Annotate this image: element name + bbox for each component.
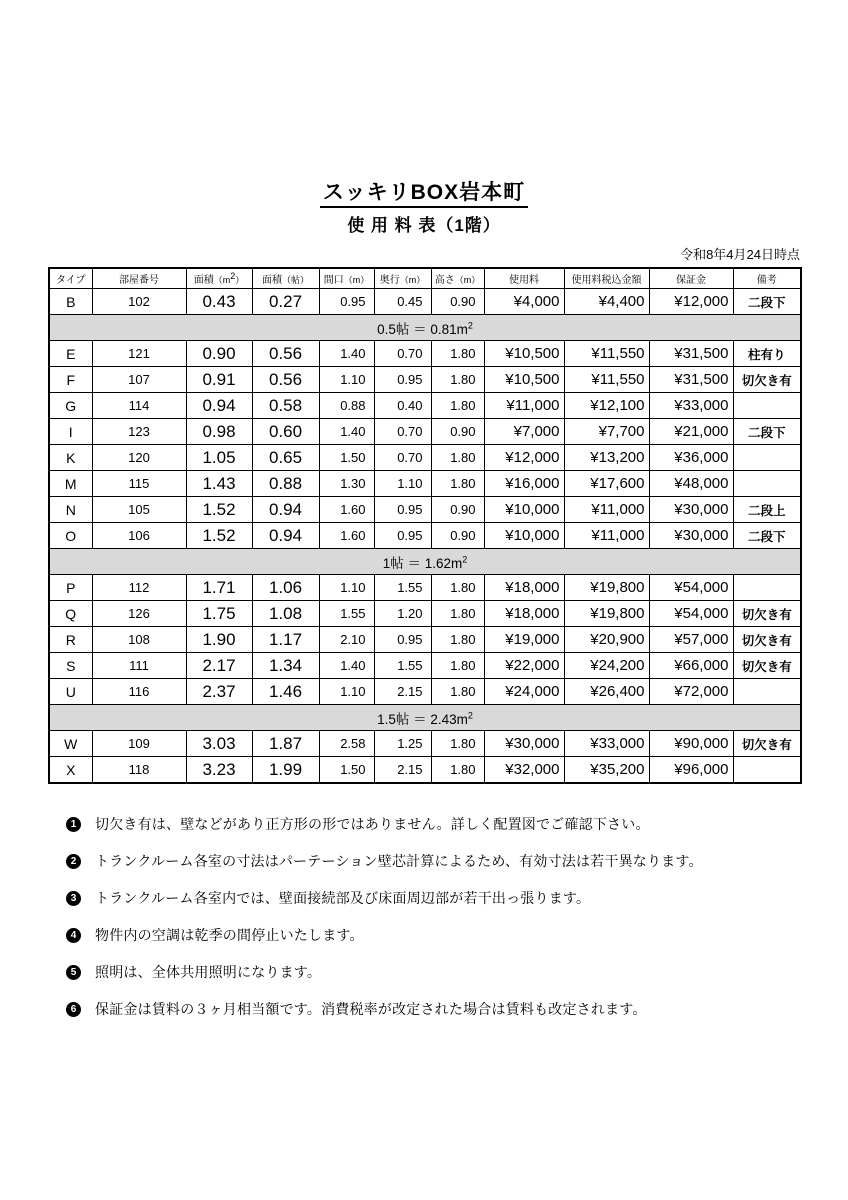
cell-depth_m: 1.20	[374, 601, 431, 627]
table-row	[49, 757, 801, 784]
cell-width_m: 1.50	[319, 445, 374, 471]
cell-type: P	[49, 575, 92, 601]
cell-width_m: 0.88	[319, 393, 374, 419]
cell-width_m: 1.30	[319, 471, 374, 497]
cell-type: R	[49, 627, 92, 653]
cell-deposit: ¥72,000	[649, 679, 733, 705]
cell-deposit: ¥54,000	[649, 575, 733, 601]
footnote	[66, 888, 806, 908]
cell-depth_m: 0.95	[374, 497, 431, 523]
cell-height_m: 1.80	[431, 679, 484, 705]
page-title-text: スッキリBOX岩本町	[320, 181, 528, 208]
cell-fee_tax: ¥17,600	[564, 471, 649, 497]
cell-depth_m: 0.95	[374, 627, 431, 653]
cell-width_m: 0.95	[319, 289, 374, 315]
cell-height_m: 1.80	[431, 731, 484, 757]
cell-width_m: 2.58	[319, 731, 374, 757]
cell-note: 切欠き有	[733, 653, 801, 679]
table-row	[49, 653, 801, 679]
cell-height_m: 0.90	[431, 497, 484, 523]
cell-note	[733, 445, 801, 471]
cell-room: 126	[92, 601, 186, 627]
table-row	[49, 523, 801, 549]
cell-fee_tax: ¥11,550	[564, 367, 649, 393]
page-subtitle: 使 用 料 表（1階）	[347, 216, 501, 235]
cell-height_m: 1.80	[431, 757, 484, 784]
cell-room: 118	[92, 757, 186, 784]
cell-note	[733, 757, 801, 784]
cell-room: 114	[92, 393, 186, 419]
table-row	[49, 341, 801, 367]
cell-type: F	[49, 367, 92, 393]
cell-depth_m: 2.15	[374, 757, 431, 784]
cell-note: 二段下	[733, 419, 801, 445]
cell-fee: ¥7,000	[484, 419, 564, 445]
cell-area_m2: 1.43	[186, 471, 252, 497]
cell-area_m2: 1.05	[186, 445, 252, 471]
footnote-text: 照明は、全体共用照明になります。	[95, 964, 322, 980]
cell-note: 切欠き有	[733, 731, 801, 757]
cell-note: 切欠き有	[733, 627, 801, 653]
cell-area_jo: 1.06	[252, 575, 319, 601]
cell-deposit: ¥12,000	[649, 289, 733, 315]
cell-area_m2: 1.52	[186, 497, 252, 523]
cell-note	[733, 471, 801, 497]
cell-deposit: ¥90,000	[649, 731, 733, 757]
cell-note: 二段下	[733, 289, 801, 315]
cell-area_jo: 1.46	[252, 679, 319, 705]
cell-type: E	[49, 341, 92, 367]
footnotes	[66, 814, 806, 1036]
cell-depth_m: 0.70	[374, 341, 431, 367]
cell-height_m: 1.80	[431, 601, 484, 627]
header-row	[49, 268, 801, 289]
cell-deposit: ¥66,000	[649, 653, 733, 679]
footnote	[66, 962, 806, 982]
column-header-note: 備考	[733, 268, 801, 289]
column-header-deposit: 保証金	[649, 268, 733, 289]
cell-fee_tax: ¥19,800	[564, 601, 649, 627]
cell-height_m: 1.80	[431, 575, 484, 601]
table-body	[49, 289, 801, 784]
cell-depth_m: 0.70	[374, 445, 431, 471]
cell-fee_tax: ¥13,200	[564, 445, 649, 471]
cell-deposit: ¥30,000	[649, 523, 733, 549]
cell-type: K	[49, 445, 92, 471]
table-row	[49, 679, 801, 705]
cell-fee: ¥24,000	[484, 679, 564, 705]
cell-fee_tax: ¥4,400	[564, 289, 649, 315]
cell-area_m2: 3.03	[186, 731, 252, 757]
footnote-text: トランクルーム各室内では、壁面接続部及び床面周辺部が若干出っ張ります。	[95, 890, 591, 906]
cell-room: 105	[92, 497, 186, 523]
cell-deposit: ¥48,000	[649, 471, 733, 497]
cell-area_m2: 0.90	[186, 341, 252, 367]
cell-fee_tax: ¥11,000	[564, 497, 649, 523]
cell-width_m: 1.10	[319, 679, 374, 705]
cell-type: U	[49, 679, 92, 705]
cell-width_m: 2.10	[319, 627, 374, 653]
cell-room: 112	[92, 575, 186, 601]
table-row	[49, 289, 801, 315]
cell-height_m: 0.90	[431, 289, 484, 315]
cell-note	[733, 679, 801, 705]
footnote	[66, 851, 806, 871]
cell-width_m: 1.60	[319, 497, 374, 523]
cell-room: 102	[92, 289, 186, 315]
cell-area_m2: 0.98	[186, 419, 252, 445]
table-row	[49, 367, 801, 393]
cell-width_m: 1.40	[319, 653, 374, 679]
cell-fee_tax: ¥24,200	[564, 653, 649, 679]
table-row	[49, 627, 801, 653]
cell-depth_m: 2.15	[374, 679, 431, 705]
cell-note	[733, 575, 801, 601]
cell-width_m: 1.55	[319, 601, 374, 627]
column-header-room: 部屋番号	[92, 268, 186, 289]
cell-fee: ¥18,000	[484, 575, 564, 601]
cell-type: I	[49, 419, 92, 445]
footnote-text: トランクルーム各室の寸法はパーテーション壁芯計算によるため、有効寸法は若干異なります。	[95, 853, 703, 869]
cell-deposit: ¥31,500	[649, 367, 733, 393]
cell-area_m2: 0.91	[186, 367, 252, 393]
cell-fee: ¥4,000	[484, 289, 564, 315]
column-header-width_m: 間口（m）	[319, 268, 374, 289]
cell-fee_tax: ¥11,000	[564, 523, 649, 549]
cell-area_jo: 0.56	[252, 367, 319, 393]
cell-area_m2: 1.90	[186, 627, 252, 653]
cell-depth_m: 0.95	[374, 367, 431, 393]
cell-fee_tax: ¥11,550	[564, 341, 649, 367]
section-row	[49, 705, 801, 731]
footnote-number-icon: 1	[66, 817, 81, 832]
cell-note: 柱有り	[733, 341, 801, 367]
cell-height_m: 1.80	[431, 393, 484, 419]
table-row	[49, 601, 801, 627]
table-row	[49, 471, 801, 497]
cell-width_m: 1.40	[319, 419, 374, 445]
cell-type: Q	[49, 601, 92, 627]
cell-height_m: 0.90	[431, 523, 484, 549]
column-header-area_jo: 面積（帖）	[252, 268, 319, 289]
cell-height_m: 1.80	[431, 341, 484, 367]
cell-fee: ¥22,000	[484, 653, 564, 679]
cell-fee_tax: ¥33,000	[564, 731, 649, 757]
cell-note: 二段上	[733, 497, 801, 523]
cell-note	[733, 393, 801, 419]
section-row	[49, 549, 801, 575]
cell-area_jo: 0.56	[252, 341, 319, 367]
cell-fee: ¥18,000	[484, 601, 564, 627]
footnote-text: 保証金は賃料の３ヶ月相当額です。消費税率が改定された場合は賃料も改定されます。	[95, 1001, 647, 1017]
column-header-height_m: 高さ（m）	[431, 268, 484, 289]
cell-area_jo: 1.34	[252, 653, 319, 679]
cell-area_jo: 0.94	[252, 523, 319, 549]
cell-type: G	[49, 393, 92, 419]
section-label: 1.5帖 ＝ $2.43m^2$	[49, 705, 801, 731]
section-label: 1帖 ＝ $1.62m^2$	[49, 549, 801, 575]
cell-deposit: ¥96,000	[649, 757, 733, 784]
cell-fee_tax: ¥19,800	[564, 575, 649, 601]
cell-depth_m: 1.55	[374, 575, 431, 601]
cell-area_jo: 0.60	[252, 419, 319, 445]
cell-fee: ¥10,000	[484, 523, 564, 549]
cell-depth_m: 0.70	[374, 419, 431, 445]
page-title	[0, 176, 848, 206]
cell-fee: ¥10,500	[484, 341, 564, 367]
footnote-number-icon: 4	[66, 928, 81, 943]
cell-deposit: ¥30,000	[649, 497, 733, 523]
cell-height_m: 1.80	[431, 367, 484, 393]
table-row	[49, 575, 801, 601]
cell-height_m: 1.80	[431, 471, 484, 497]
footnote-text: 物件内の空調は乾季の間停止いたします。	[95, 927, 364, 943]
cell-fee_tax: ¥12,100	[564, 393, 649, 419]
cell-area_m2: 3.23	[186, 757, 252, 784]
table-row	[49, 731, 801, 757]
cell-type: S	[49, 653, 92, 679]
cell-area_jo: 1.99	[252, 757, 319, 784]
cell-room: 120	[92, 445, 186, 471]
cell-area_jo: 0.65	[252, 445, 319, 471]
cell-room: 116	[92, 679, 186, 705]
cell-area_jo: 0.27	[252, 289, 319, 315]
footnote-number-icon: 5	[66, 965, 81, 980]
cell-type: W	[49, 731, 92, 757]
cell-type: N	[49, 497, 92, 523]
column-header-fee: 使用料	[484, 268, 564, 289]
cell-depth_m: 0.45	[374, 289, 431, 315]
cell-fee_tax: ¥7,700	[564, 419, 649, 445]
cell-area_m2: 1.75	[186, 601, 252, 627]
date-note: 令和8年4月24日時点	[680, 247, 800, 262]
cell-area_m2: 1.52	[186, 523, 252, 549]
cell-deposit: ¥54,000	[649, 601, 733, 627]
cell-area_jo: 1.87	[252, 731, 319, 757]
cell-note: 切欠き有	[733, 601, 801, 627]
cell-depth_m: 0.95	[374, 523, 431, 549]
cell-note: 切欠き有	[733, 367, 801, 393]
cell-width_m: 1.60	[319, 523, 374, 549]
cell-fee: ¥11,000	[484, 393, 564, 419]
column-header-fee_tax: 使用料税込金額	[564, 268, 649, 289]
cell-height_m: 1.80	[431, 653, 484, 679]
cell-fee: ¥10,500	[484, 367, 564, 393]
cell-fee: ¥19,000	[484, 627, 564, 653]
column-header-area_m2: 面積$(m^2)$	[186, 268, 252, 289]
cell-room: 109	[92, 731, 186, 757]
cell-room: 111	[92, 653, 186, 679]
footnote	[66, 999, 806, 1019]
footnote	[66, 814, 806, 834]
cell-room: 107	[92, 367, 186, 393]
cell-depth_m: 1.55	[374, 653, 431, 679]
table-row	[49, 445, 801, 471]
cell-area_m2: 0.94	[186, 393, 252, 419]
cell-area_m2: 1.71	[186, 575, 252, 601]
cell-depth_m: 1.10	[374, 471, 431, 497]
cell-deposit: ¥21,000	[649, 419, 733, 445]
footnote	[66, 925, 806, 945]
cell-depth_m: 0.40	[374, 393, 431, 419]
cell-deposit: ¥57,000	[649, 627, 733, 653]
column-header-depth_m: 奥行（m）	[374, 268, 431, 289]
price-table	[48, 267, 802, 784]
cell-area_jo: 0.94	[252, 497, 319, 523]
cell-note: 二段下	[733, 523, 801, 549]
cell-fee_tax: ¥26,400	[564, 679, 649, 705]
cell-area_jo: 1.17	[252, 627, 319, 653]
section-label: 0.5帖 ＝ $0.81m^2$	[49, 315, 801, 341]
cell-area_m2: 0.43	[186, 289, 252, 315]
cell-area_m2: 2.37	[186, 679, 252, 705]
cell-type: O	[49, 523, 92, 549]
cell-fee_tax: ¥35,200	[564, 757, 649, 784]
cell-area_jo: 0.88	[252, 471, 319, 497]
column-header-type: タイプ	[49, 268, 92, 289]
cell-width_m: 1.10	[319, 367, 374, 393]
cell-height_m: 1.80	[431, 445, 484, 471]
cell-type: X	[49, 757, 92, 784]
footnote-number-icon: 3	[66, 891, 81, 906]
cell-deposit: ¥31,500	[649, 341, 733, 367]
cell-type: M	[49, 471, 92, 497]
cell-height_m: 0.90	[431, 419, 484, 445]
cell-type: B	[49, 289, 92, 315]
table-row	[49, 393, 801, 419]
cell-fee: ¥32,000	[484, 757, 564, 784]
table-row	[49, 419, 801, 445]
cell-width_m: 1.40	[319, 341, 374, 367]
cell-fee: ¥30,000	[484, 731, 564, 757]
cell-width_m: 1.50	[319, 757, 374, 784]
cell-area_jo: 1.08	[252, 601, 319, 627]
cell-room: 121	[92, 341, 186, 367]
cell-room: 108	[92, 627, 186, 653]
cell-height_m: 1.80	[431, 627, 484, 653]
cell-room: 123	[92, 419, 186, 445]
footnote-text: 切欠き有は、壁などがあり正方形の形ではありません。詳しく配置図でご確認下さい。	[95, 816, 650, 832]
cell-fee: ¥16,000	[484, 471, 564, 497]
cell-deposit: ¥33,000	[649, 393, 733, 419]
footnote-number-icon: 6	[66, 1002, 81, 1017]
cell-width_m: 1.10	[319, 575, 374, 601]
cell-deposit: ¥36,000	[649, 445, 733, 471]
cell-fee: ¥12,000	[484, 445, 564, 471]
table-row	[49, 497, 801, 523]
section-row	[49, 315, 801, 341]
footnote-number-icon: 2	[66, 854, 81, 869]
cell-room: 106	[92, 523, 186, 549]
cell-area_m2: 2.17	[186, 653, 252, 679]
cell-depth_m: 1.25	[374, 731, 431, 757]
table-header	[49, 268, 801, 289]
cell-room: 115	[92, 471, 186, 497]
cell-fee_tax: ¥20,900	[564, 627, 649, 653]
cell-area_jo: 0.58	[252, 393, 319, 419]
cell-fee: ¥10,000	[484, 497, 564, 523]
